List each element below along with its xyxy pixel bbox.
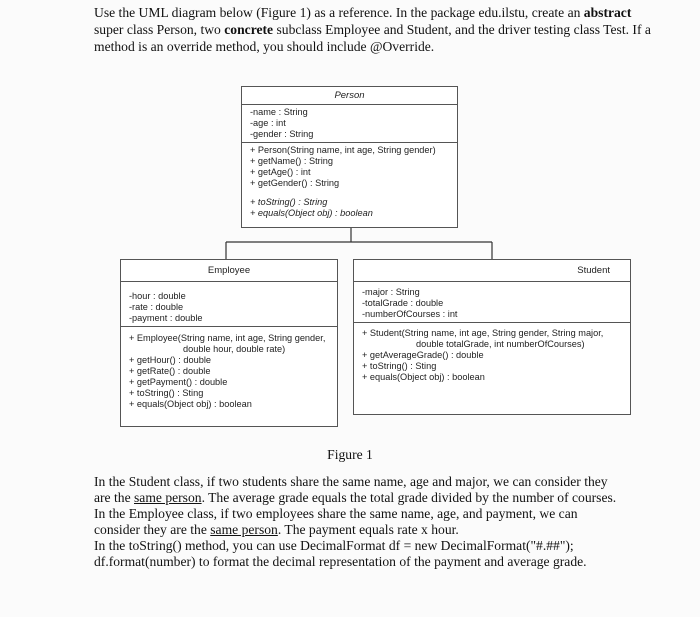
outro-underline-2: same person xyxy=(210,522,278,537)
employee-methods xyxy=(121,326,337,412)
person-methods xyxy=(242,142,457,221)
employee-attr-hour: -hour : double xyxy=(129,291,186,301)
outro-text-2: . The average grade equals the total grade divided by the number of courses. In the Employee class, if two employees share the same name, age, and payment, we can consider they are the xyxy=(94,490,617,537)
outro-text-4: In the toString() method, you can use DecimalFormat df = new DecimalFormat("#.##"); df.format(number) to format the decimal representation of the payment and average grade. xyxy=(94,538,587,569)
person-attr-age: -age : int xyxy=(250,118,286,128)
intro-text-2: super class Person, two xyxy=(94,22,225,37)
student-method-getaveragegrade: + getAverageGrade() : double xyxy=(362,350,484,360)
student-constructor-line1: + Student(String name, int age, String gender, String major, xyxy=(362,328,604,338)
employee-method-getpayment: + getPayment() : double xyxy=(129,377,228,387)
outro-underline-1: same person xyxy=(134,490,202,505)
employee-method-gethour: + getHour() : double xyxy=(129,355,211,365)
student-attr-totalgrade: -totalGrade : double xyxy=(362,298,444,308)
student-class-box xyxy=(353,259,631,415)
intro-bold-concrete: concrete xyxy=(224,22,274,37)
employee-attributes xyxy=(121,281,337,326)
employee-method-getrate: + getRate() : double xyxy=(129,366,211,376)
person-method-getname: + getName() : String xyxy=(250,156,333,166)
student-class-name: Student xyxy=(577,265,610,276)
intro-bold-abstract: abstract xyxy=(583,5,632,20)
employee-class-box xyxy=(120,259,338,427)
student-method-tostring: + toString() : Sting xyxy=(362,361,437,371)
person-method-getgender: + getGender() : String xyxy=(250,178,340,188)
person-attr-gender: -gender : String xyxy=(250,129,314,139)
employee-method-equals: + equals(Object obj) : boolean xyxy=(129,399,252,409)
intro-text-1: Use the UML diagram below (Figure 1) as a reference. In the package edu.ilstu, create an xyxy=(94,5,584,20)
employee-attr-rate: -rate : double xyxy=(129,302,184,312)
outro-text-3: . The payment equals rate x hour. xyxy=(277,522,459,537)
person-method-tostring: + toString() : String xyxy=(250,197,328,207)
intro-text-3: subclass Employee and Student, and the driver testing class Test. If a method is an override method, you should include @Override. xyxy=(94,22,651,54)
employee-constructor-line2: double hour, double rate) xyxy=(183,344,286,354)
student-attr-numberofcourses: -numberOfCourses : int xyxy=(362,309,458,319)
figure-caption: Figure 1 xyxy=(327,447,373,462)
employee-constructor-line1: + Employee(String name, int age, String gender, xyxy=(129,333,326,343)
employee-method-tostring: + toString() : Sting xyxy=(129,388,204,398)
person-constructor: + Person(String name, int age, String gender) xyxy=(250,145,436,155)
person-attr-name: -name : String xyxy=(250,107,308,117)
person-method-equals: + equals(Object obj) : boolean xyxy=(250,208,373,218)
person-attributes xyxy=(242,104,457,142)
student-attr-major: -major : String xyxy=(362,287,420,297)
person-method-getage: + getAge() : int xyxy=(250,167,311,177)
person-class-box xyxy=(241,86,458,228)
student-method-equals: + equals(Object obj) : boolean xyxy=(362,372,485,382)
requirements-paragraph xyxy=(94,474,624,570)
student-constructor-line2: double totalGrade, int numberOfCourses) xyxy=(416,339,585,349)
student-attributes xyxy=(354,281,630,322)
employee-attr-payment: -payment : double xyxy=(129,313,203,323)
person-class-name: Person xyxy=(334,90,365,101)
student-methods xyxy=(354,322,630,385)
employee-class-name: Employee xyxy=(207,265,251,276)
outro-text-1: In the Student class, if two students share the same name, age and major, we can consider they are the xyxy=(94,474,608,505)
